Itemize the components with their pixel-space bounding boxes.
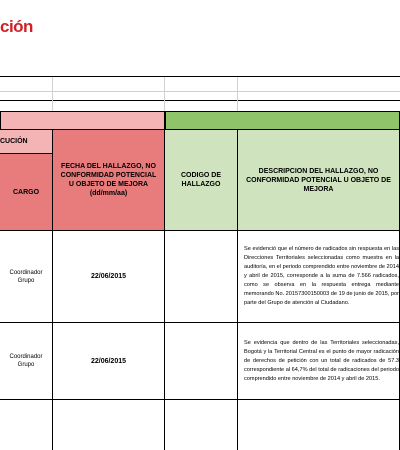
- header-execution-group-label: CUCIÓN: [0, 138, 28, 145]
- header-finding-description-label: DESCRIPCION DEL HALLAZGO, NO CONFORMIDAD POTENCIAL U OBJETO DE MEJORA: [246, 167, 391, 193]
- header-finding-code-label: CODIGO DE HALLAZGO: [180, 172, 222, 188]
- section-banner-execution: [0, 111, 165, 130]
- row-2-description-text: Se evidencia que dentro de las Territoriales seleccionadas, Bogotá y la Territorial Central es el punto de mayor radicación de derechos de petición con un total de radicados de 57.3 correspondiente al 64,7% del total de radicaciones del periodo comprendido entre noviembre de 2014 y abril de 2015.: [244, 340, 399, 382]
- table-row-3-code: [165, 400, 238, 450]
- table-row-1-position: [0, 231, 53, 323]
- row-2-position-text: Coordinador Grupo: [9, 354, 43, 368]
- table-row-2-description: [238, 323, 400, 400]
- table-row-3-description: [238, 400, 400, 450]
- header-finding-description: [238, 130, 400, 231]
- header-execution-group: [0, 130, 53, 154]
- header-finding-date: [53, 130, 165, 231]
- brand-logo: ción: [0, 17, 33, 36]
- table-row-2-code: [165, 323, 238, 400]
- spreadsheet-grid-line: [0, 77, 53, 111]
- table-row-3-position: [0, 400, 53, 450]
- header-finding-date-label: FECHA DEL HALLAZGO, NO CONFORMIDAD POTENCIAL U OBJETO DE MEJORA (dd/mm/aa): [60, 163, 157, 197]
- section-banner-findings: [165, 111, 400, 130]
- table-row-1-date: [53, 231, 165, 323]
- table-row-1-description: [238, 231, 400, 323]
- row-1-position-text: Coordinador Grupo: [9, 269, 43, 284]
- spreadsheet-grid-line: [165, 77, 238, 111]
- table-row-2-position: [0, 323, 53, 400]
- header-position-label: CARGO: [12, 188, 40, 196]
- row-1-description-text: Se evidenció que el número de radicados sin respuesta en las Direcciones Territoriales seleccionadas como muestra en la auditoría, en el periodo comprendido entre noviembre de 2014 y abril de 2015, corresponde a la suma de 7.566 radicados, como se observa en la respuesta entrega mediante memorando No. 20157300150003 de 19 de junio de 2015, por parte del Grupo de atención al Ciudadano.: [244, 246, 399, 306]
- table-row-1-code: [165, 231, 238, 323]
- header-finding-code: [165, 130, 238, 231]
- row-2-date-text: 22/06/2015: [90, 357, 127, 365]
- table-row-2-date: [53, 323, 165, 400]
- header-position: [0, 154, 53, 231]
- spreadsheet-grid-line: [53, 77, 165, 111]
- row-1-date-text: 22/06/2015: [90, 273, 127, 280]
- table-row-3-date: [53, 400, 165, 450]
